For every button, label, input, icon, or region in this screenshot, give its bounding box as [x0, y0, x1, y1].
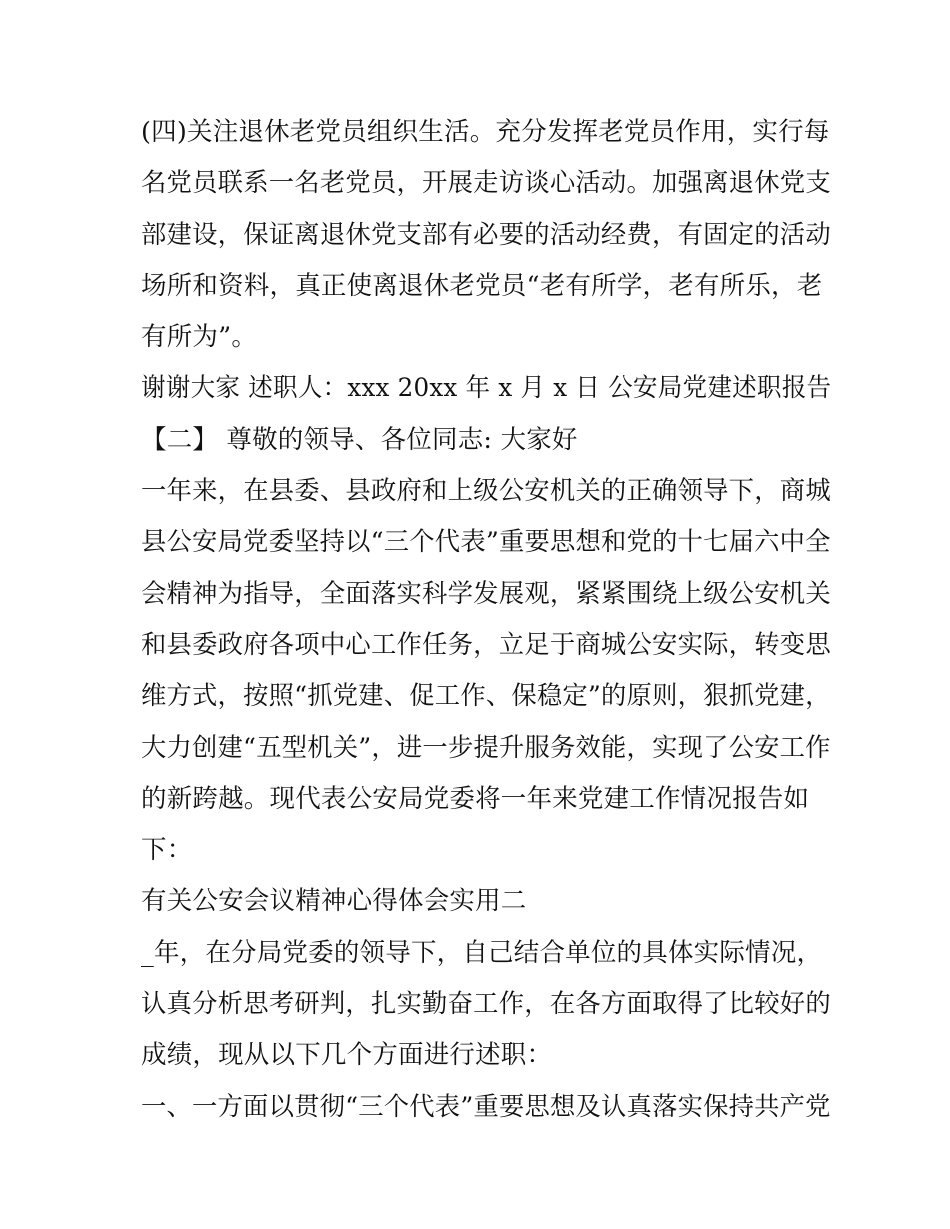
text-line: 会精神为指导，全面落实科学发展观，紧紧围绕上级公安机关	[141, 578, 831, 609]
text-line: 的新跨越。现代表公安局党委将一年来党建工作情况报告如	[141, 783, 810, 814]
paragraph-point-one	[141, 1082, 831, 1133]
text-line: 维方式，按照“抓党建、促工作、保稳定”的原则，狠抓党建，	[141, 681, 831, 712]
text-line: 和县委政府各项中心工作任务，立足于商城公安实际，转变思	[141, 629, 831, 660]
paragraph-retired-members	[141, 107, 831, 363]
text-line: 场所和资料，真正使离退休老党员“老有所学，老有所乐，老	[141, 270, 823, 301]
text-line: 谢谢大家 述职人：xxx 20xx 年 x 月 x 日 公安局党建述职报告	[141, 373, 832, 404]
paragraph-closing-signature	[141, 363, 832, 414]
text-line: 有所为”。	[141, 322, 258, 353]
text-line: 认真分析思考研判，扎实勤奋工作，在各方面取得了比较好的	[141, 989, 831, 1020]
paragraph-annual-overview	[141, 466, 831, 876]
text-line: 一、一方面以贯彻“三个代表”重要思想及认真落实保持共产党	[141, 1091, 831, 1122]
text-line: 名党员联系一名老党员，开展走访谈心活动。加强离退休党支	[141, 168, 831, 199]
text-line: 【二】 尊敬的领导、各位同志: 大家好	[141, 424, 578, 455]
paragraph-section-two-greeting	[141, 415, 821, 466]
heading-line: 有关公安会议精神心得体会实用二	[141, 886, 527, 917]
text-line: _年，在分局党委的领导下，自己结合单位的具体实际情况，	[141, 937, 823, 968]
paragraph-work-summary	[141, 928, 831, 1082]
text-line: 部建设，保证离退休党支部有必要的活动经费，有固定的活动	[141, 219, 831, 250]
text-line: 下：	[141, 835, 193, 866]
text-line: 一年来，在县委、县政府和上级公安机关的正确领导下，商城	[141, 476, 831, 507]
text-line: (四)关注退休老党员组织生活。充分发挥老党员作用，实行每	[141, 117, 830, 147]
text-line: 县公安局党委坚持以“三个代表”重要思想和党的十七届六中全	[141, 527, 831, 558]
document-body	[141, 107, 832, 1133]
text-line: 成绩，现从以下几个方面进行述职：	[141, 1040, 553, 1071]
section-heading	[141, 876, 821, 927]
text-line: 大力创建“五型机关”，进一步提升服务效能，实现了公安工作	[141, 732, 831, 763]
